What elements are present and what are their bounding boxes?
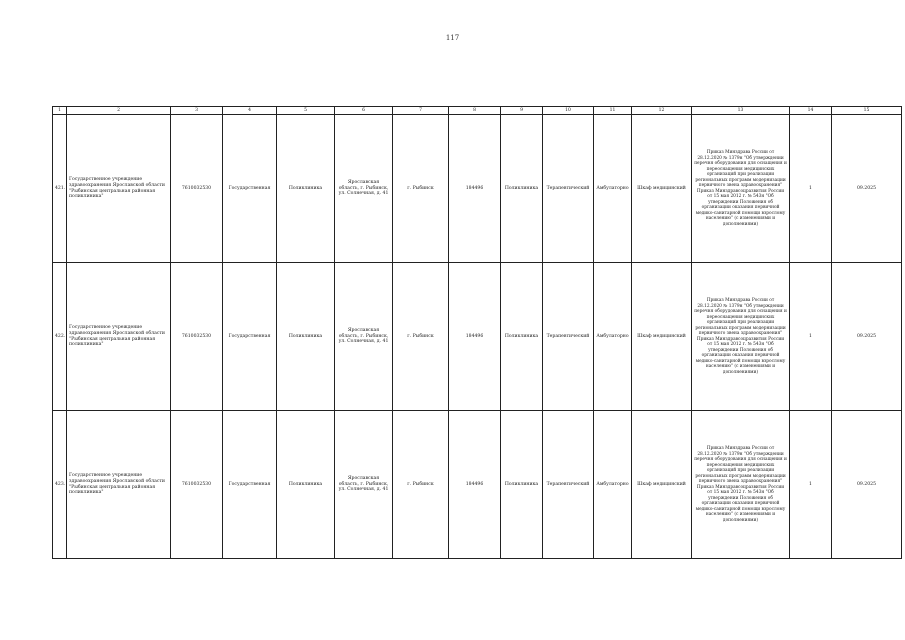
ownership-cell: Государственная xyxy=(223,115,277,263)
postal-index-cell: 184496 xyxy=(449,115,501,263)
date-cell: 09.2025 xyxy=(832,263,902,411)
table-row xyxy=(53,411,902,559)
postal-index-cell: 184496 xyxy=(449,411,501,559)
table-row xyxy=(53,263,902,411)
column-number: 5 xyxy=(277,107,335,115)
page-number: 117 xyxy=(445,34,460,42)
legal-basis-cell: Приказ Минздрава России от 28.12.2020 № 1379н "Об утверждении перечня оборудования для оснащения и переоснащения медицинских организаций при реализации региональных программ модернизации первичного звена здравоохранения" Приказ Минздравсоцразвития России от 15 мая 2012 г. № 543н "Об утверждении Положения об организации оказания первичной медико-санитарной помощи взрослому населению" (с изменениями и дополнениями) xyxy=(692,411,790,559)
legal-basis-cell: Приказ Минздрава России от 28.12.2020 № 1379н "Об утверждении перечня оборудования для оснащения и переоснащения медицинских организаций при реализации региональных программ модернизации первичного звена здравоохранения" Приказ Минздравсоцразвития России от 15 мая 2012 г. № 543н "Об утверждении Положения об организации оказания первичной медико-санитарной помощи взрослому населению" (с изменениями и дополнениями) xyxy=(692,115,790,263)
postal-index-cell: 184496 xyxy=(449,263,501,411)
row-number: 422. xyxy=(53,263,67,411)
ownership-cell: Государственная xyxy=(223,411,277,559)
care-condition-cell: Амбулаторно xyxy=(594,263,632,411)
column-number-row xyxy=(53,107,902,115)
organization-name: Государственное учреждение здравоохранения Ярославской области "Рыбинская центральная районная поликлиника" xyxy=(67,411,171,559)
locality-cell: г. Рыбинск xyxy=(393,263,449,411)
inn-cell: 7610032530 xyxy=(171,411,223,559)
column-number: 15 xyxy=(832,107,902,115)
inn-cell: 7610032530 xyxy=(171,263,223,411)
date-cell: 09.2025 xyxy=(832,115,902,263)
quantity-cell: 1 xyxy=(790,115,832,263)
quantity-cell: 1 xyxy=(790,411,832,559)
unit-cell: Поликлиника xyxy=(501,115,543,263)
locality-cell: г. Рыбинск xyxy=(393,115,449,263)
facility-type-cell: Поликлиника xyxy=(277,115,335,263)
profile-cell: Терапевтический xyxy=(543,115,594,263)
unit-cell: Поликлиника xyxy=(501,411,543,559)
profile-cell: Терапевтический xyxy=(543,263,594,411)
column-number: 12 xyxy=(632,107,692,115)
profile-cell: Терапевтический xyxy=(543,411,594,559)
address-cell: Ярославская область, г. Рыбинск, ул. Солнечная, д. 41 xyxy=(335,263,393,411)
equipment-cell: Шкаф медицинский xyxy=(632,411,692,559)
column-number: 13 xyxy=(692,107,790,115)
care-condition-cell: Амбулаторно xyxy=(594,411,632,559)
inn-cell: 7610032530 xyxy=(171,115,223,263)
table-row xyxy=(53,115,902,263)
column-number: 14 xyxy=(790,107,832,115)
column-number: 10 xyxy=(543,107,594,115)
column-number: 3 xyxy=(171,107,223,115)
column-number: 8 xyxy=(449,107,501,115)
column-number: 2 xyxy=(67,107,171,115)
column-number: 11 xyxy=(594,107,632,115)
address-cell: Ярославская область, г. Рыбинск, ул. Солнечная, д. 41 xyxy=(335,411,393,559)
organization-name: Государственное учреждение здравоохранения Ярославской области "Рыбинская центральная районная поликлиника" xyxy=(67,115,171,263)
facility-type-cell: Поликлиника xyxy=(277,263,335,411)
legal-basis-cell: Приказ Минздрава России от 28.12.2020 № 1379н "Об утверждении перечня оборудования для оснащения и переоснащения медицинских организаций при реализации региональных программ модернизации первичного звена здравоохранения" Приказ Минздравсоцразвития России от 15 мая 2012 г. № 543н "Об утверждении Положения об организации оказания первичной медико-санитарной помощи взрослому населению" (с изменениями и дополнениями) xyxy=(692,263,790,411)
row-number: 423. xyxy=(53,411,67,559)
registry-table xyxy=(52,106,902,559)
facility-type-cell: Поликлиника xyxy=(277,411,335,559)
column-number: 7 xyxy=(393,107,449,115)
column-number: 6 xyxy=(335,107,393,115)
organization-name: Государственное учреждение здравоохранения Ярославской области "Рыбинская центральная районная поликлиника" xyxy=(67,263,171,411)
date-cell: 09.2025 xyxy=(832,411,902,559)
locality-cell: г. Рыбинск xyxy=(393,411,449,559)
column-number: 1 xyxy=(53,107,67,115)
care-condition-cell: Амбулаторно xyxy=(594,115,632,263)
column-number: 9 xyxy=(501,107,543,115)
quantity-cell: 1 xyxy=(790,263,832,411)
equipment-cell: Шкаф медицинский xyxy=(632,263,692,411)
equipment-cell: Шкаф медицинский xyxy=(632,115,692,263)
column-number: 4 xyxy=(223,107,277,115)
row-number: 421. xyxy=(53,115,67,263)
unit-cell: Поликлиника xyxy=(501,263,543,411)
address-cell: Ярославская область, г. Рыбинск, ул. Солнечная, д. 41 xyxy=(335,115,393,263)
ownership-cell: Государственная xyxy=(223,263,277,411)
